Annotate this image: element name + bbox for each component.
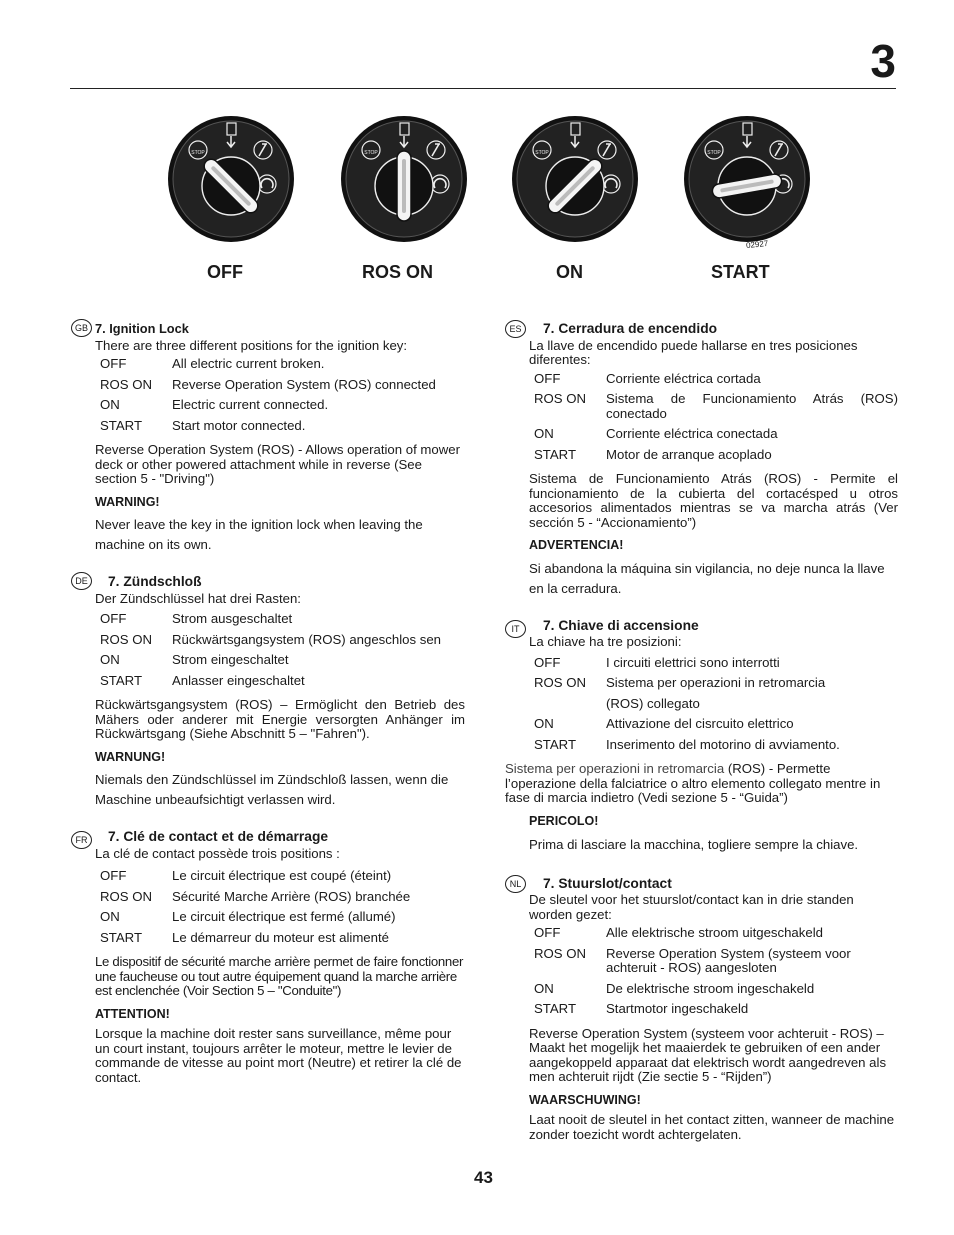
- position-description: Le circuit électrique est coupé (éteint): [172, 868, 392, 883]
- position-row: [534, 926, 898, 947]
- stop-icon-label: STOP: [191, 150, 205, 156]
- position-description: All electric current broken.: [172, 356, 325, 371]
- section-es: [509, 321, 898, 599]
- position-key: START: [534, 446, 577, 462]
- positions-table: [534, 926, 898, 1023]
- badge-fr: FR: [71, 831, 92, 849]
- position-row: [534, 427, 898, 448]
- section-note: [505, 762, 898, 806]
- position-row: [100, 653, 441, 674]
- position-row: [534, 697, 840, 718]
- ignition-dial-svg: [339, 114, 469, 244]
- position-row: [100, 612, 441, 633]
- warning-text: Never leave the key in the ignition lock when leaving the machine on its own.: [95, 517, 423, 552]
- position-key: ROS ON: [534, 945, 587, 961]
- position-row: [534, 1002, 898, 1023]
- position-row: [534, 676, 840, 697]
- stop-icon-label: STOP: [707, 150, 721, 156]
- section-title: 7. Chiave di accensione: [543, 617, 699, 633]
- position-row: [100, 910, 410, 931]
- position-key: OFF: [100, 868, 127, 883]
- section-it: [505, 617, 898, 853]
- ignition-dial-svg: [166, 114, 296, 244]
- section-title: 7. Zündschloß: [108, 574, 202, 589]
- position-key: START: [100, 417, 143, 433]
- position-key: [534, 697, 606, 718]
- section-gb: [74, 321, 465, 555]
- position-row: [534, 717, 840, 738]
- position-description: Strom ausgeschaltet: [172, 611, 293, 626]
- position-key: ROS ON: [534, 391, 587, 406]
- part-number: 02927: [745, 238, 769, 251]
- position-row: [534, 448, 898, 469]
- position-key: ON: [100, 397, 120, 412]
- section-title: 7. Stuurslot/contact: [543, 875, 672, 891]
- label-on: ON: [556, 262, 583, 282]
- position-description: Alle elektrische stroom uitgeschakeld: [606, 925, 823, 940]
- position-description: Le circuit électrique est fermé (allumé): [172, 909, 396, 924]
- dial-ros-on: [339, 114, 469, 244]
- position-description: Corriente eléctrica conectada: [606, 426, 778, 441]
- position-key: START: [534, 1001, 577, 1016]
- position-row: [100, 378, 436, 399]
- badge-de: DE: [71, 572, 92, 590]
- positions-table: [534, 656, 840, 759]
- position-row: [534, 738, 840, 759]
- section-title: 7. Ignition Lock: [95, 321, 189, 336]
- position-key: ON: [100, 652, 120, 667]
- label-start: START: [711, 262, 770, 282]
- position-key: ON: [534, 426, 554, 441]
- position-row: [534, 372, 898, 393]
- position-key: OFF: [100, 611, 127, 626]
- section-intro: La clé de contact possède trois positions :: [95, 845, 340, 861]
- position-key: OFF: [534, 925, 561, 940]
- position-key: START: [100, 672, 143, 688]
- position-row: [100, 674, 441, 695]
- positions-table: [100, 612, 441, 694]
- left-column: [74, 321, 465, 1085]
- position-description: Anlasser eingeschaltet: [172, 672, 305, 688]
- ignition-dial-svg: [510, 114, 640, 244]
- label-ros-on: ROS ON: [362, 262, 434, 282]
- warning-label: ATTENTION!: [95, 1006, 170, 1021]
- section-intro: La chiave ha tre posizioni:: [529, 634, 682, 649]
- right-column: [505, 321, 898, 1142]
- chapter-number: 3: [870, 35, 896, 87]
- dial-start: [682, 114, 812, 244]
- position-key: START: [100, 929, 143, 945]
- position-row: [100, 890, 410, 911]
- warning-label: ADVERTENCIA!: [529, 538, 624, 552]
- position-key: ROS ON: [534, 675, 587, 690]
- position-row: [100, 633, 441, 654]
- section-note: Le dispositif de sécurité marche arrière permet de faire fonctionner une faucheuse ou tout autre équipement quand la marche arrière est enclenchée (Voir Section 5 – "Conduite"): [95, 954, 464, 998]
- position-description: Strom eingeschaltet: [172, 652, 289, 667]
- positions-table: [100, 357, 436, 439]
- warning-text: Si abandona la máquina sin vigilancia, no deje nunca la llave en la cerradura.: [529, 560, 885, 596]
- position-description: Sécurité Marche Arrière (ROS) branchée: [172, 888, 411, 904]
- position-key: ON: [534, 716, 554, 731]
- badge-nl: NL: [505, 875, 526, 893]
- position-row: [100, 931, 410, 952]
- header-rule: [70, 88, 896, 89]
- position-description: (ROS) collegato: [606, 695, 700, 711]
- section-nl: [509, 875, 898, 1143]
- position-row: [534, 947, 898, 982]
- warning-label: WARNUNG!: [95, 749, 166, 764]
- section-fr: [75, 829, 465, 1085]
- position-description: Electric current connected.: [172, 397, 329, 412]
- label-off: OFF: [207, 262, 243, 282]
- warning-text: Prima di lasciare la macchina, togliere sempre la chiave.: [529, 837, 859, 852]
- position-key: OFF: [534, 370, 561, 386]
- section-intro: De sleutel voor het stuurslot/contact kan in drie standen worden gezet:: [529, 892, 854, 922]
- position-key: ON: [534, 980, 554, 996]
- position-row: [100, 419, 436, 440]
- position-description: Attivazione del cisrcuito elettrico: [606, 716, 794, 731]
- section-intro: There are three different positions for the ignition key:: [95, 337, 408, 353]
- section-intro: La llave de encendido puede hallarse en tres posiciones diferentes:: [529, 337, 858, 367]
- stop-icon-label: STOP: [364, 150, 378, 156]
- section-note-rest: (ROS) - Permette l’operazione della falciatrice o altro elemento collegato mentre in fase di marcia indietro (Vedi sezione 5 - “Guida”): [505, 761, 881, 805]
- warning-text: Niemals den Zündschlüssel im Zündschloß lassen, wenn die Maschine unbeaufsichtigt verlassen wird.: [95, 772, 449, 807]
- warning-text: Lorsque la machine doit rester sans surveillance, même pour un court instant, toujours arrêter le moteur, mettre le levier de commande de vitesse au point mort (Neutre) et retirer la clé de contact.: [95, 1026, 462, 1085]
- position-description: Inserimento del motorino di avviamento.: [606, 736, 840, 752]
- section-intro: Der Zündschlüssel hat drei Rasten:: [95, 590, 301, 606]
- position-row: [100, 869, 410, 890]
- position-description: I circuiti elettrici sono interrotti: [606, 654, 780, 670]
- position-row: [534, 392, 898, 427]
- badge-es: ES: [505, 320, 526, 338]
- warning-label: WARNING!: [95, 494, 160, 509]
- position-description: Sistema de Funcionamiento Atrás (ROS) conectado: [606, 391, 898, 421]
- position-description: Reverse Operation System (systeem voor achteruit - ROS) aangesloten: [606, 945, 851, 975]
- badge-it: IT: [505, 620, 526, 638]
- key-knob-ridge: [402, 159, 406, 213]
- position-row: [534, 656, 840, 677]
- position-key: ROS ON: [100, 631, 153, 647]
- section-title: 7. Cerradura de encendido: [543, 321, 718, 336]
- position-key: ON: [100, 909, 120, 924]
- position-key: OFF: [100, 356, 127, 371]
- section-note: Rückwärtsgangsystem (ROS) – Ermöglicht den Betrieb des Mähers oder anderer mit Energie versorgten Anhänger im Rückwärtsgang (Siehe Abschnitt 5 – "Fahren").: [95, 697, 465, 741]
- warning-label: WAARSCHUWING!: [529, 1092, 641, 1107]
- position-key: ROS ON: [100, 376, 153, 392]
- positions-table: [534, 372, 898, 469]
- position-key: START: [534, 736, 577, 752]
- position-row: [534, 982, 898, 1003]
- position-description: Reverse Operation System (ROS) connected: [172, 376, 436, 392]
- warning-text: Laat nooit de sleutel in het contact zitten, wanneer de machine zonder toezicht wordt achtergelaten.: [529, 1112, 895, 1142]
- position-description: Startmotor ingeschakeld: [606, 1001, 749, 1016]
- badge-gb: GB: [71, 319, 92, 337]
- position-key: OFF: [534, 654, 561, 670]
- position-description: De elektrische stroom ingeschakeld: [606, 980, 815, 996]
- section-de: [75, 574, 465, 810]
- position-key: ROS ON: [100, 888, 153, 904]
- position-description: Start motor connected.: [172, 417, 306, 433]
- section-note: Reverse Operation System (systeem voor achteruit - ROS) – Maakt het mogelijk het maaierdek te gebruiken of een ander aangekoppeld apparaat dat elektrisch wordt aangedreven als men achteruit rijdt (Zie sectie 5 - “Rijden”): [529, 1025, 887, 1084]
- page-number: 43: [474, 1168, 493, 1187]
- section-note-lead: Sistema per operazioni in retromarcia: [505, 761, 725, 776]
- warning-label: PERICOLO!: [529, 813, 599, 828]
- positions-table: [100, 869, 410, 951]
- position-description: Sistema per operazioni in retromarcia: [606, 675, 826, 690]
- position-description: Corriente eléctrica cortada: [606, 370, 761, 386]
- section-title: 7. Clé de contact et de démarrage: [108, 829, 329, 844]
- position-description: Le démarreur du moteur est alimenté: [172, 929, 389, 945]
- dial-off: [166, 114, 296, 244]
- ignition-dial-svg: [682, 114, 812, 244]
- position-row: [100, 357, 436, 378]
- position-row: [100, 398, 436, 419]
- position-description: Motor de arranque acoplado: [606, 446, 772, 462]
- stop-icon-label: STOP: [535, 150, 549, 156]
- position-description: Rückwärtsgangsystem (ROS) angeschlos sen: [172, 631, 441, 647]
- section-note: Reverse Operation System (ROS) - Allows operation of mower deck or other powered attachment while in reverse (See section 5 - "Driving"): [95, 442, 460, 486]
- section-note: Sistema de Funcionamiento Atrás (ROS) - Permite el funcionamiento de la cubierta del cortacésped u otros accesorios alimentados mientras se va marcha atrás (Ver sección 5 - “Accionamiento”): [529, 471, 898, 530]
- key-knob: [397, 151, 411, 221]
- dial-on: [510, 114, 640, 244]
